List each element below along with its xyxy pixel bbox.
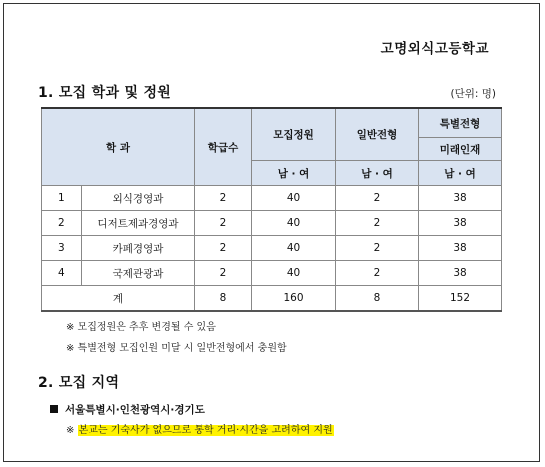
unit-label: (단위: 명) bbox=[450, 88, 496, 100]
quota-table bbox=[41, 107, 502, 312]
row-general: 2 bbox=[336, 261, 419, 286]
row-no: 1 bbox=[42, 186, 82, 211]
school-name: 고명외식고등학교 bbox=[380, 41, 489, 57]
row-special: 38 bbox=[419, 186, 502, 211]
region-text: 서울특별시·인천광역시·경기도 bbox=[65, 404, 205, 416]
row-no: 2 bbox=[42, 211, 82, 236]
header-quota: 모집정원 bbox=[252, 108, 336, 161]
row-special: 38 bbox=[419, 236, 502, 261]
header-gender-special: 남 · 여 bbox=[419, 161, 502, 186]
row-dept: 국제관광과 bbox=[82, 261, 195, 286]
row-classes: 2 bbox=[195, 186, 252, 211]
total-quota: 160 bbox=[252, 286, 336, 312]
row-classes: 2 bbox=[195, 211, 252, 236]
note-item: ※ 모집정원은 추후 변경될 수 있음 bbox=[66, 322, 216, 333]
table-row bbox=[42, 236, 502, 261]
header-classes: 학급수 bbox=[195, 108, 252, 186]
table-row bbox=[42, 261, 502, 286]
square-bullet-icon bbox=[50, 405, 58, 413]
row-general: 2 bbox=[336, 211, 419, 236]
row-no: 3 bbox=[42, 236, 82, 261]
row-no: 4 bbox=[42, 261, 82, 286]
total-row bbox=[42, 286, 502, 312]
row-dept: 외식경영과 bbox=[82, 186, 195, 211]
note-prefix: ※ bbox=[66, 425, 78, 436]
row-classes: 2 bbox=[195, 236, 252, 261]
total-classes: 8 bbox=[195, 286, 252, 312]
row-classes: 2 bbox=[195, 261, 252, 286]
row-general: 2 bbox=[336, 186, 419, 211]
table-notes bbox=[66, 317, 287, 359]
dormitory-note bbox=[66, 421, 334, 436]
row-dept: 디저트제과경영과 bbox=[82, 211, 195, 236]
header-gender-general: 남 · 여 bbox=[336, 161, 419, 186]
total-general: 8 bbox=[336, 286, 419, 312]
row-dept: 카페경영과 bbox=[82, 236, 195, 261]
header-dept: 학 과 bbox=[42, 108, 195, 186]
row-quota: 40 bbox=[252, 186, 336, 211]
header-special-sub: 미래인재 bbox=[419, 138, 502, 161]
document-page bbox=[3, 3, 540, 462]
section1-title: 1. 모집 학과 및 정원 bbox=[38, 85, 172, 101]
region-line bbox=[50, 402, 205, 417]
row-special: 38 bbox=[419, 261, 502, 286]
table-row bbox=[42, 186, 502, 211]
total-label: 계 bbox=[42, 286, 195, 312]
total-special: 152 bbox=[419, 286, 502, 312]
highlighted-note-text: 본교는 기숙사가 없으므로 통학 거리·시간을 고려하여 지원 bbox=[78, 425, 333, 436]
note-item: ※ 특별전형 모집인원 미달 시 일반전형에서 충원함 bbox=[66, 343, 287, 354]
header-gender-quota: 남 · 여 bbox=[252, 161, 336, 186]
section2-title: 2. 모집 지역 bbox=[38, 375, 120, 391]
row-general: 2 bbox=[336, 236, 419, 261]
header-general: 일반전형 bbox=[336, 108, 419, 161]
row-quota: 40 bbox=[252, 211, 336, 236]
header-special: 특별전형 bbox=[419, 108, 502, 138]
row-special: 38 bbox=[419, 211, 502, 236]
row-quota: 40 bbox=[252, 261, 336, 286]
row-quota: 40 bbox=[252, 236, 336, 261]
table-row bbox=[42, 211, 502, 236]
